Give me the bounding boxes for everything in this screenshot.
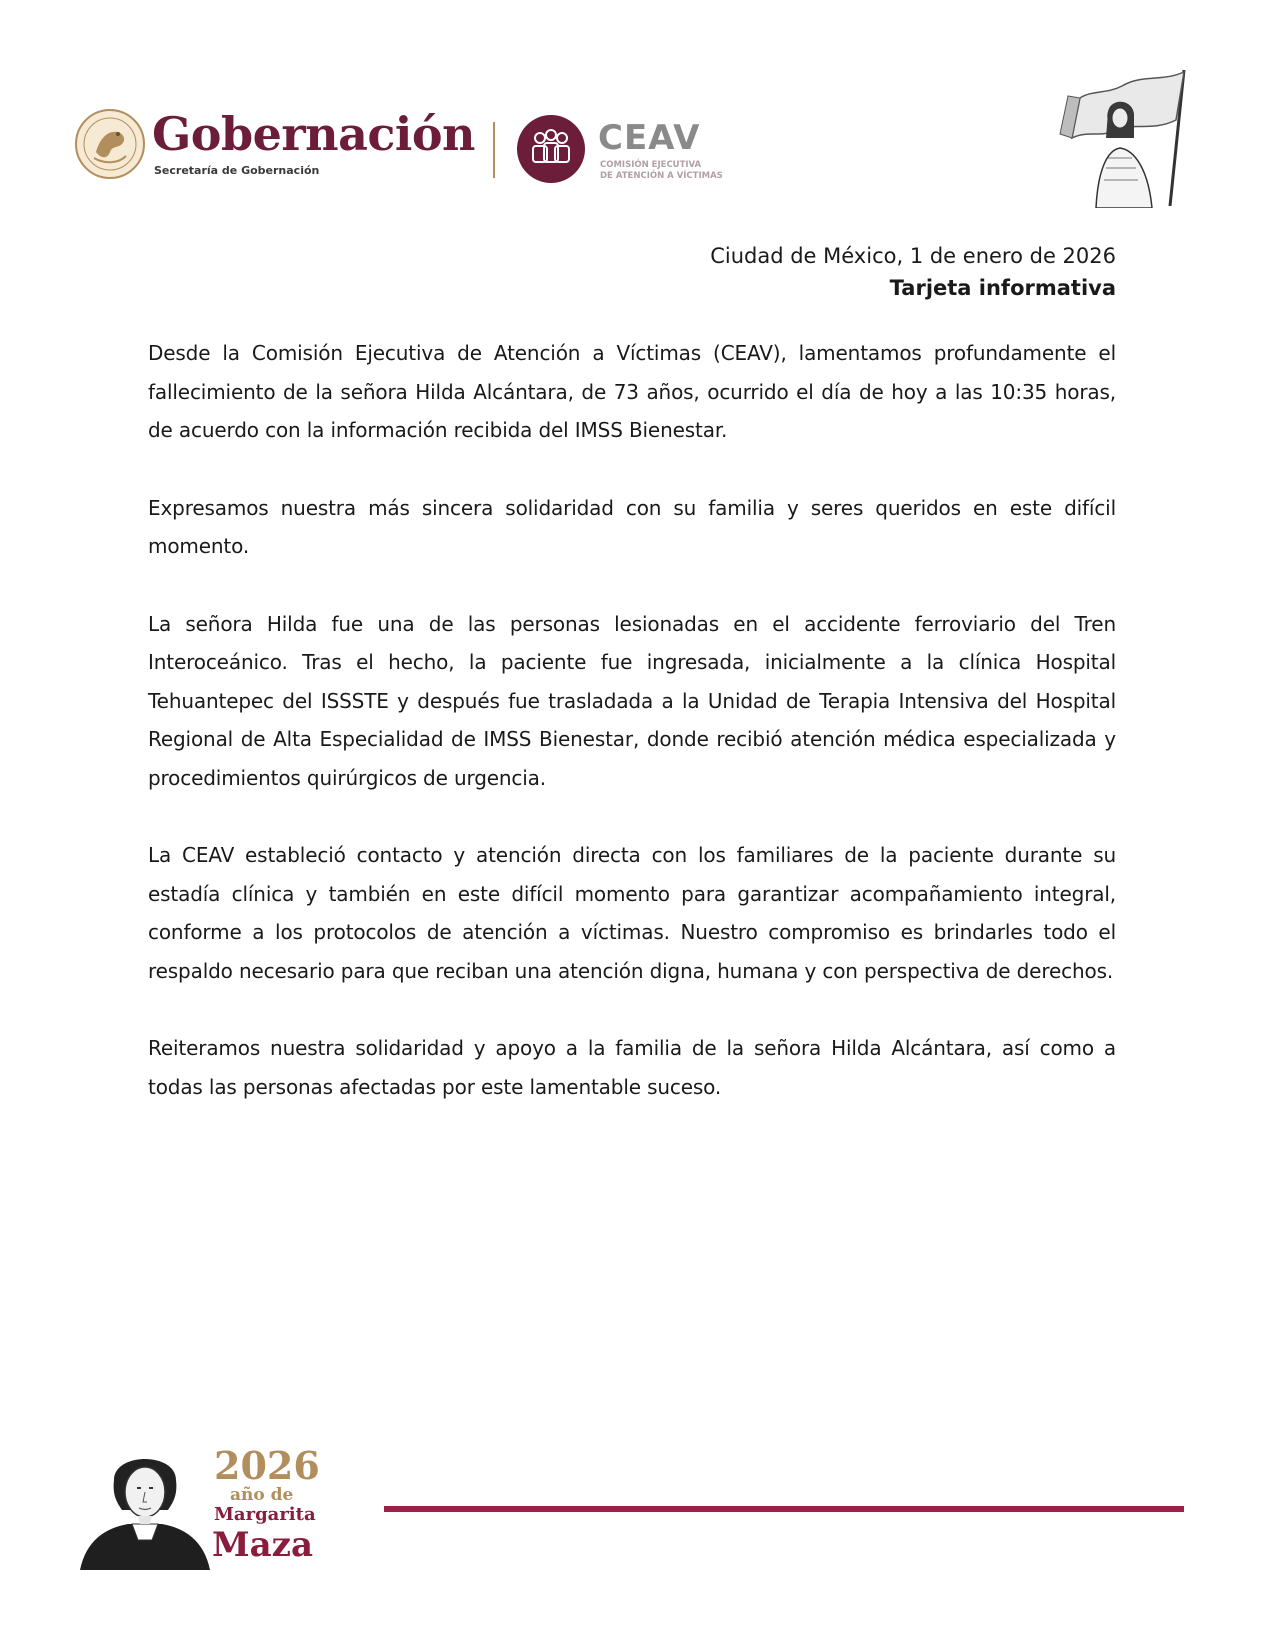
- year-text: 2026: [214, 1443, 320, 1488]
- body-paragraph: Desde la Comisión Ejecutiva de Atención a Víctimas (CEAV), lamentamos profundamente el fallecimiento de la señora Hilda Alcántara, de 73 años, ocurrido el día de hoy a las 10:35 horas, de acuerdo con la información recibida del IMSS Bienestar.: [148, 341, 1116, 442]
- people-group-icon: [516, 114, 586, 184]
- document-type: Tarjeta informativa: [889, 276, 1116, 300]
- ceav-subtitle-line-1: COMISIÓN EJECUTIVA: [600, 160, 702, 170]
- ceav-subtitle-line-2: DE ATENCIÓN A VÍCTIMAS: [600, 171, 723, 181]
- ceav-subtitle: [600, 160, 723, 182]
- document-body: [148, 334, 1116, 1145]
- margarita-maza-portrait-icon: [80, 1440, 210, 1570]
- year-subtitle: año de: [230, 1485, 294, 1505]
- gobernacion-title: Gobernación: [152, 107, 475, 161]
- body-paragraph: La CEAV estableció contacto y atención directa con los familiares de la paciente durante su estadía clínica y también en este difícil momento para garantizar acompañamiento integral, conforme a los protocolos de atención a víctimas. Nuestro compromiso es brindarles todo el respaldo necesario para que reciban una atención digna, humana y con perspectiva de derechos.: [148, 843, 1116, 983]
- gobernacion-subtitle: Secretaría de Gobernación: [154, 164, 320, 177]
- mexican-coat-of-arms-seal-icon: [74, 108, 146, 180]
- footer: [80, 1440, 1190, 1600]
- honoree-first-name: Margarita: [214, 1504, 316, 1525]
- header-divider: [493, 122, 495, 178]
- date-line: Ciudad de México, 1 de enero de 2026: [710, 244, 1116, 268]
- ceav-title: CEAV: [598, 118, 701, 158]
- body-paragraph: La señora Hilda fue una de las personas lesionadas en el accidente ferroviario del Tren Interoceánico. Tras el hecho, la paciente fue ingresada, inicialmente a la clínica Hospital Tehuantepec del ISSSTE y después fue trasladada a la Unidad de Terapia Intensiva del Hospital Regional de Alta Especialidad de IMSS Bienestar, donde recibió atención médica especializada y procedimientos quirúrgicos de urgencia.: [148, 611, 1116, 790]
- honoree-last-name: Maza: [212, 1525, 314, 1565]
- body-paragraph: Reiteramos nuestra solidaridad y apoyo a la familia de la señora Hilda Alcántara, así como a todas las personas afectadas por este lamentable suceso.: [148, 1036, 1116, 1099]
- body-paragraph: Expresamos nuestra más sincera solidaridad con su familia y seres queridos en este difícil momento.: [148, 495, 1116, 558]
- letterhead: [70, 100, 1210, 200]
- date-block: [710, 240, 1116, 304]
- footer-rule: [384, 1506, 1184, 1512]
- woman-with-flag-illustration-icon: [1052, 68, 1197, 208]
